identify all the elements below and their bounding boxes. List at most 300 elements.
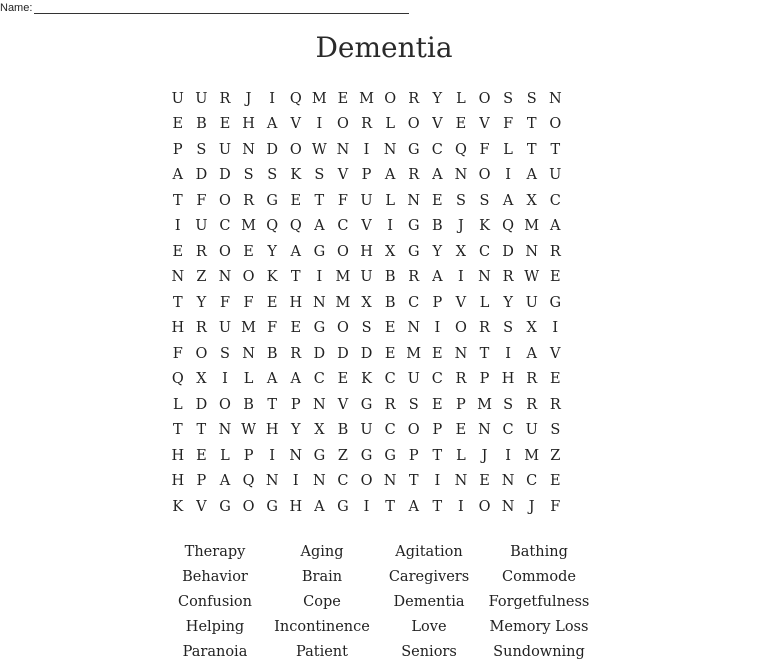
grid-letter[interactable]: I [458,498,464,515]
grid-letter[interactable]: H [501,371,515,388]
grid-letter[interactable]: D [219,167,231,184]
grid-letter[interactable]: E [290,320,302,337]
grid-letter[interactable]: C [408,294,420,311]
grid-letter[interactable]: A [172,167,184,184]
grid-letter[interactable]: J [245,90,252,107]
grid-letter[interactable]: C [337,473,349,490]
grid-letter[interactable]: S [503,320,514,337]
grid-letter[interactable]: R [408,269,420,286]
grid-letter[interactable]: O [454,320,467,337]
grid-letter[interactable]: C [526,473,538,490]
grid-letter[interactable]: I [174,218,181,235]
grid-letter[interactable]: U [195,218,208,235]
grid-letter[interactable]: O [384,90,397,107]
grid-letter[interactable]: P [243,447,254,464]
grid-letter[interactable]: H [242,116,255,133]
grid-letter[interactable]: O [289,141,302,158]
grid-letter[interactable]: Y [432,243,443,260]
grid-letter[interactable]: N [548,90,562,107]
grid-letter[interactable]: O [337,320,349,337]
grid-letter[interactable]: O [219,192,231,209]
grid-row [166,163,567,189]
grid-letter[interactable]: J [481,447,488,464]
grid-letter[interactable]: S [479,192,490,209]
grid-letter[interactable]: M [335,294,351,311]
grid-letter[interactable]: E [455,422,467,439]
grid-letter[interactable]: A [290,243,301,260]
grid-letter[interactable]: Y [432,90,443,107]
grid-letter[interactable]: N [501,473,515,490]
grid-letter[interactable]: K [266,269,278,286]
grid-letter[interactable]: T [172,192,183,209]
grid-letter[interactable]: T [290,269,301,286]
grid-row [166,112,567,138]
grid-letter[interactable]: P [290,396,301,413]
grid-letter[interactable]: U [360,192,373,209]
grid-letter[interactable]: R [361,116,372,133]
grid-letter[interactable]: X [314,422,325,439]
grid-letter[interactable]: F [219,294,231,311]
grid-letter[interactable]: N [218,269,232,286]
grid-letter[interactable]: N [313,294,326,311]
grid-letter[interactable]: Y [503,294,513,311]
grid-letter[interactable]: G [266,498,278,515]
grid-letter[interactable]: O [478,498,491,515]
grid-letter[interactable]: A [266,116,278,133]
grid-letter[interactable]: O [478,90,491,107]
grid-letter[interactable]: B [337,422,349,439]
grid-letter[interactable]: O [337,243,349,260]
grid-letter[interactable]: E [550,371,561,388]
grid-letter[interactable]: L [243,371,254,388]
grid-letter[interactable]: N [171,269,185,286]
grid-letter[interactable]: Q [289,90,302,107]
grid-letter[interactable]: N [383,473,397,490]
grid-letter[interactable]: T [196,422,207,439]
grid-letter[interactable]: A [432,167,443,184]
grid-letter[interactable]: N [383,141,397,158]
grid-letter[interactable]: I [363,141,370,158]
grid-letter[interactable]: G [384,447,396,464]
grid-letter[interactable]: T [479,345,490,362]
grid-letter[interactable]: A [432,269,443,286]
grid-letter[interactable]: R [219,90,231,107]
grid-letter[interactable]: R [408,90,420,107]
grid-letter[interactable]: N [501,498,515,515]
grid-letter[interactable]: C [431,371,443,388]
grid-letter[interactable]: R [549,396,561,413]
grid-letter[interactable]: E [219,116,231,133]
grid-letter[interactable]: O [242,498,255,515]
grid-letter[interactable]: K [479,218,490,235]
grid-letter[interactable]: N [454,167,468,184]
grid-letter[interactable]: E [196,447,207,464]
grid-row [166,367,567,393]
grid-letter[interactable]: S [243,167,254,184]
grid-letter[interactable]: Y [290,422,301,439]
grid-letter[interactable]: L [385,192,395,209]
grid-letter[interactable]: N [313,396,326,413]
grid-letter[interactable]: N [407,192,421,209]
grid-letter[interactable]: O [360,473,373,490]
grid-letter[interactable]: R [195,320,207,337]
grid-letter[interactable]: R [290,345,302,362]
grid-letter[interactable]: H [171,473,185,490]
grid-letter[interactable]: C [478,243,491,260]
grid-letter[interactable]: K [361,371,372,388]
grid-letter[interactable]: B [196,116,207,133]
grid-letter[interactable]: L [172,396,183,413]
grid-letter[interactable]: I [269,447,276,464]
grid-letter[interactable]: M [241,218,256,235]
grid-letter[interactable]: D [502,243,514,260]
grid-letter[interactable]: M [524,218,540,235]
grid-letter[interactable]: I [316,116,323,133]
grid-letter[interactable]: Q [171,371,184,388]
grid-letter[interactable]: M [524,447,540,464]
grid-letter[interactable]: S [267,167,278,184]
grid-letter[interactable]: R [408,167,420,184]
grid-letter[interactable]: I [363,498,370,515]
grid-letter[interactable]: X [526,192,537,209]
grid-letter[interactable]: K [172,498,184,515]
grid-letter[interactable]: O [478,167,491,184]
grid-letter[interactable]: E [172,116,184,133]
grid-letter[interactable]: C [337,218,349,235]
grid-letter[interactable]: L [479,294,490,311]
grid-letter[interactable]: R [384,396,396,413]
grid-letter[interactable]: R [549,243,561,260]
grid-letter[interactable]: N [242,345,255,362]
grid-letter[interactable]: A [408,498,419,515]
grid-letter[interactable]: L [220,447,230,464]
grid-letter[interactable]: N [313,473,326,490]
grid-letter[interactable]: I [269,90,276,107]
grid-letter[interactable]: F [267,320,278,337]
grid-letter[interactable]: U [407,371,420,388]
grid-letter[interactable]: B [384,294,396,311]
grid-letter[interactable]: P [456,396,466,413]
grid-letter[interactable]: T [550,141,561,158]
grid-letter[interactable]: Z [550,447,561,464]
grid-letter[interactable]: N [407,320,421,337]
grid-letter[interactable]: T [385,498,395,515]
grid-letter[interactable]: E [455,116,467,133]
word-list-item: Therapy [184,544,246,560]
grid-letter[interactable]: D [266,141,278,158]
grid-letter[interactable]: H [289,294,303,311]
grid-letter[interactable]: R [243,192,255,209]
grid-letter[interactable]: P [432,422,443,439]
grid-letter[interactable]: Q [454,141,467,158]
grid-letter[interactable]: V [337,396,349,413]
grid-letter[interactable]: H [171,447,185,464]
grid-letter[interactable]: M [406,345,422,362]
grid-letter[interactable]: S [455,192,466,209]
grid-letter[interactable]: G [360,396,373,413]
grid-letter[interactable]: O [195,345,208,362]
grid-letter[interactable]: G [407,243,420,260]
grid-letter[interactable]: A [219,473,231,490]
grid-letter[interactable]: I [505,167,511,184]
grid-letter[interactable]: A [314,498,325,515]
grid-row [166,137,567,163]
grid-letter[interactable]: D [360,345,373,362]
grid-letter[interactable]: F [503,116,514,133]
grid-letter[interactable]: B [266,345,278,362]
grid-letter[interactable]: E [550,473,561,490]
grid-letter[interactable]: X [361,294,372,311]
grid-letter[interactable]: H [171,320,185,337]
grid-letter[interactable]: O [549,116,562,133]
grid-letter[interactable]: O [219,396,231,413]
letter-grid[interactable] [166,86,567,520]
grid-letter[interactable]: E [266,294,278,311]
grid-letter[interactable]: D [195,167,208,184]
grid-letter[interactable]: N [265,473,279,490]
grid-letter[interactable]: T [172,422,183,439]
grid-letter[interactable]: C [384,371,396,388]
grid-letter[interactable]: T [526,141,537,158]
grid-letter[interactable]: Q [242,473,255,490]
grid-letter[interactable]: Z [196,269,207,286]
grid-letter[interactable]: M [477,396,492,413]
grid-letter[interactable]: J [458,218,464,235]
grid-letter[interactable]: P [172,141,183,158]
grid-letter[interactable]: G [266,192,278,209]
grid-letter[interactable]: G [313,243,326,260]
grid-letter[interactable]: S [361,320,372,337]
grid-letter[interactable]: G [219,498,231,515]
grid-letter[interactable]: N [289,447,303,464]
grid-letter[interactable]: R [526,371,538,388]
grid-letter[interactable]: P [408,447,419,464]
grid-letter[interactable]: C [384,422,396,439]
grid-letter[interactable]: Q [502,218,515,235]
grid-letter[interactable]: V [196,498,207,515]
grid-letter[interactable]: A [502,192,514,209]
grid-letter[interactable]: D [313,345,326,362]
grid-letter[interactable]: V [432,116,443,133]
grid-letter[interactable]: R [479,320,490,337]
grid-letter[interactable]: K [290,167,302,184]
grid-letter[interactable]: I [434,473,441,490]
grid-letter[interactable]: E [243,243,254,260]
grid-letter[interactable]: S [526,90,537,107]
grid-letter[interactable]: E [432,396,443,413]
grid-letter[interactable]: C [502,422,514,439]
grid-letter[interactable]: L [456,90,466,107]
grid-letter[interactable]: B [243,396,254,413]
grid-letter[interactable]: M [241,320,256,337]
grid-letter[interactable]: I [387,218,393,235]
grid-letter[interactable]: F [172,345,183,362]
grid-letter[interactable]: S [550,422,561,439]
grid-letter[interactable]: V [550,345,561,362]
grid-letter[interactable]: F [479,141,490,158]
grid-letter[interactable]: V [479,116,490,133]
grid-letter[interactable]: S [503,396,514,413]
grid-letter[interactable]: A [526,167,537,184]
grid-letter[interactable]: J [528,498,535,515]
grid-letter[interactable]: V [337,167,349,184]
grid-letter[interactable]: T [314,192,325,209]
grid-letter[interactable]: V [290,116,301,133]
grid-letter[interactable]: W [241,422,257,439]
grid-letter[interactable]: I [222,371,228,388]
grid-letter[interactable]: L [385,116,395,133]
grid-letter[interactable]: I [434,320,441,337]
grid-letter[interactable]: D [337,345,349,362]
grid-letter[interactable]: G [337,498,349,515]
name-underline[interactable] [34,3,409,14]
grid-letter[interactable]: E [337,371,349,388]
grid-letter[interactable]: A [290,371,301,388]
grid-letter[interactable]: E [172,243,184,260]
grid-letter[interactable]: S [220,345,230,362]
grid-letter[interactable]: Q [266,218,279,235]
name-field[interactable] [0,2,409,14]
grid-letter[interactable]: T [432,498,443,515]
grid-letter[interactable]: V [455,294,467,311]
grid-letter[interactable]: A [550,218,561,235]
grid-letter[interactable]: E [337,90,349,107]
grid-letter[interactable]: N [478,422,491,439]
grid-letter[interactable]: P [432,294,443,311]
grid-letter[interactable]: B [384,269,396,286]
grid-letter[interactable]: U [525,294,538,311]
grid-letter[interactable]: F [550,498,561,515]
grid-letter[interactable]: G [360,447,373,464]
grid-letter[interactable]: S [314,167,325,184]
grid-letter[interactable]: U [525,422,538,439]
grid-letter[interactable]: O [219,243,231,260]
grid-letter[interactable]: X [526,320,537,337]
grid-letter[interactable]: G [549,294,562,311]
grid-letter[interactable]: C [313,371,325,388]
grid-letter[interactable]: E [432,345,443,362]
grid-letter[interactable]: I [505,447,511,464]
grid-letter[interactable]: R [195,243,207,260]
grid-letter[interactable]: H [265,422,279,439]
grid-letter[interactable]: E [384,345,396,362]
grid-letter[interactable]: X [196,371,207,388]
grid-letter[interactable]: P [361,167,372,184]
grid-letter[interactable]: N [218,422,232,439]
grid-letter[interactable]: G [313,320,326,337]
grid-letter[interactable]: S [408,396,419,413]
grid-letter[interactable]: B [432,218,443,235]
grid-letter[interactable]: I [505,345,511,362]
grid-letter[interactable]: T [267,396,277,413]
grid-letter[interactable]: Z [337,447,348,464]
grid-letter[interactable]: N [454,345,468,362]
grid-letter[interactable]: T [526,116,537,133]
grid-letter[interactable]: N [478,269,491,286]
grid-letter[interactable]: A [384,167,396,184]
grid-letter[interactable]: O [407,422,420,439]
grid-letter[interactable]: E [384,320,396,337]
grid-letter[interactable]: I [292,473,299,490]
grid-letter[interactable]: T [432,447,443,464]
grid-letter[interactable]: S [503,90,514,107]
grid-letter[interactable]: C [549,192,561,209]
grid-letter[interactable]: G [313,447,326,464]
grid-letter[interactable]: Y [196,294,207,311]
grid-row [166,239,567,265]
grid-letter[interactable]: O [407,116,420,133]
grid-row [166,86,567,112]
grid-letter[interactable]: N [242,141,255,158]
grid-letter[interactable]: X [384,243,396,260]
grid-letter[interactable]: O [337,116,349,133]
grid-letter[interactable]: N [525,243,539,260]
grid-letter[interactable]: T [172,294,183,311]
grid-letter[interactable]: R [455,371,467,388]
grid-letter[interactable]: F [196,192,207,209]
grid-letter[interactable]: A [526,345,537,362]
grid-letter[interactable]: T [408,473,419,490]
grid-letter[interactable]: I [458,269,464,286]
grid-letter[interactable]: G [407,141,420,158]
grid-letter[interactable]: F [337,192,348,209]
grid-letter[interactable]: E [550,269,561,286]
grid-letter[interactable]: U [218,320,232,337]
grid-letter[interactable]: G [407,218,420,235]
grid-letter[interactable]: U [195,90,208,107]
grid-letter[interactable]: U [360,422,373,439]
grid-letter[interactable]: I [316,269,323,286]
grid-letter[interactable]: O [242,269,255,286]
grid-letter[interactable]: H [289,498,303,515]
grid-letter[interactable]: R [502,269,514,286]
grid-letter[interactable]: V [361,218,372,235]
grid-letter[interactable]: N [336,141,350,158]
grid-letter[interactable]: E [432,192,443,209]
grid-letter[interactable]: E [479,473,490,490]
grid-letter[interactable]: W [524,269,540,286]
grid-letter[interactable]: N [454,473,468,490]
grid-letter[interactable]: L [456,447,466,464]
grid-letter[interactable]: P [479,371,490,388]
grid-letter[interactable]: X [455,243,467,260]
grid-letter[interactable]: M [311,90,327,107]
grid-letter[interactable]: F [243,294,254,311]
grid-letter[interactable]: L [503,141,513,158]
grid-letter[interactable]: S [196,141,207,158]
grid-letter[interactable]: H [360,243,373,260]
grid-letter[interactable]: A [314,218,325,235]
grid-letter[interactable]: D [195,396,208,413]
grid-letter[interactable]: C [431,141,443,158]
grid-row [166,188,567,214]
grid-letter[interactable]: R [526,396,538,413]
grid-letter[interactable]: U [218,141,232,158]
grid-letter[interactable]: M [359,90,374,107]
grid-letter[interactable]: U [549,167,562,184]
grid-letter[interactable]: W [311,141,327,158]
grid-letter[interactable]: Q [289,218,302,235]
grid-letter[interactable]: Y [267,243,277,260]
grid-letter[interactable]: E [290,192,302,209]
grid-letter[interactable]: U [171,90,184,107]
grid-letter[interactable]: I [552,320,559,337]
grid-letter[interactable]: M [335,269,351,286]
grid-letter[interactable]: P [196,473,207,490]
grid-letter[interactable]: A [266,371,278,388]
grid-letter[interactable]: C [219,218,231,235]
grid-letter[interactable]: U [360,269,373,286]
